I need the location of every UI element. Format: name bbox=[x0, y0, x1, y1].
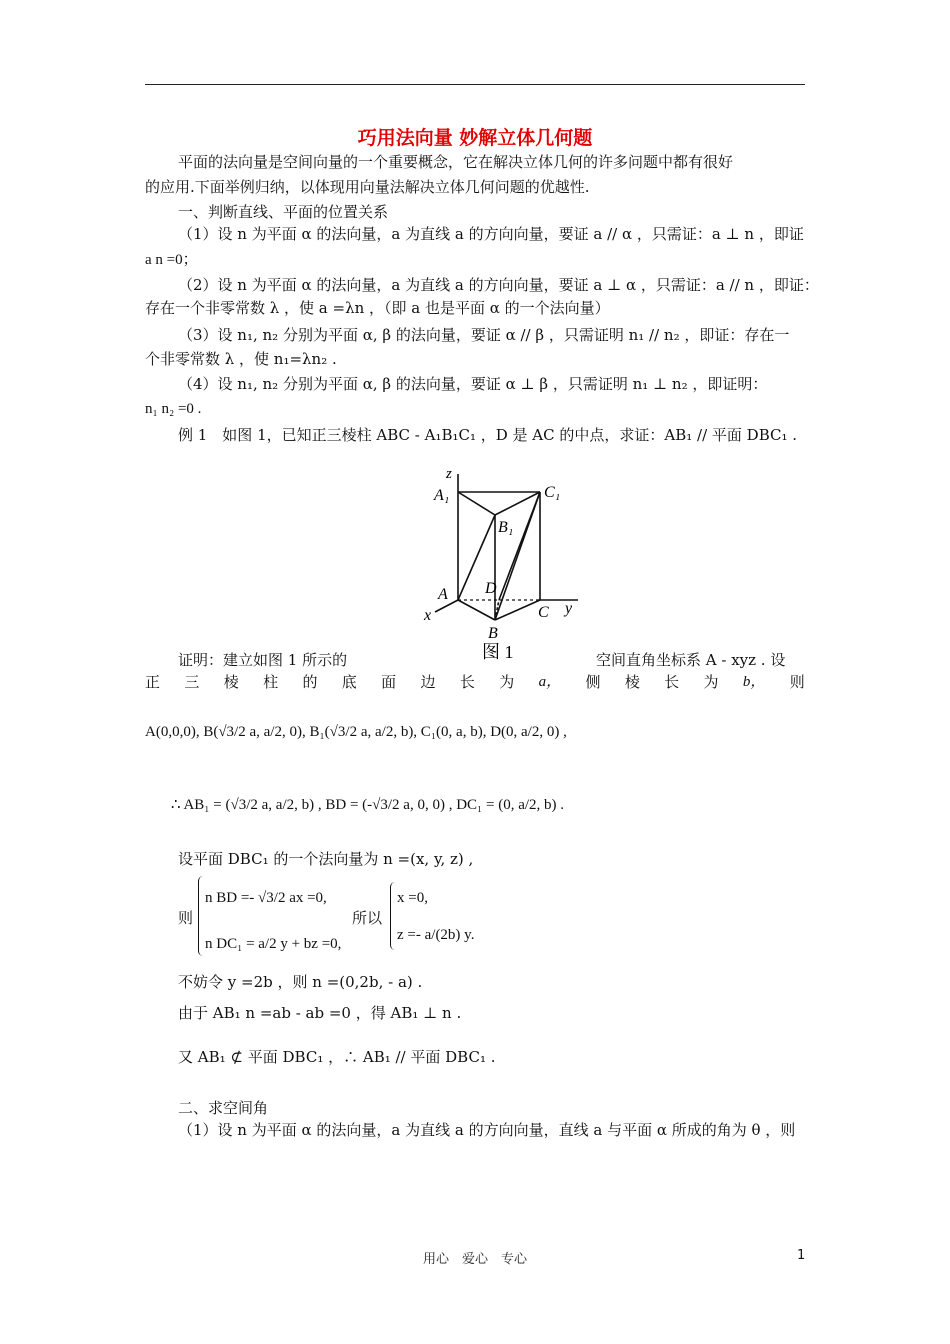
edge-d-c1 bbox=[499, 492, 540, 600]
para-3-line-2: 个非零常数 λ ，使 n₁=λn₂ . bbox=[145, 350, 337, 368]
normal-vector-line: 设平面 DBC₁ 的一个法向量为 n =(x, y, z) , bbox=[178, 850, 474, 868]
para-4-line-1: （4）设 n₁, n₂ 分别为平面 α, β 的法向量，要证 α ⊥ β ，只需证明 n₁ ⊥ n₂ ，即证明： bbox=[178, 375, 768, 393]
figure-caption: 图 1 bbox=[482, 642, 514, 662]
label-d: D bbox=[485, 580, 497, 597]
intro-line-1: 平面的法向量是空间向量的一个重要概念，它在解决立体几何的许多问题中都有很好 bbox=[178, 153, 734, 171]
label-x: x bbox=[424, 607, 432, 624]
system-eq-2: n DC₁ = a/2 y + bz =0, bbox=[205, 936, 342, 952]
header-rule bbox=[145, 84, 805, 85]
figure-prism bbox=[410, 462, 590, 667]
since-line: 由于 AB₁ n =ab - ab =0 ，得 AB₁ ⊥ n . bbox=[178, 1004, 462, 1022]
label-c1: C₁ bbox=[544, 484, 561, 501]
proof-intro-left: 证明：建立如图 1 所示的 bbox=[178, 651, 348, 669]
page-number: 1 bbox=[797, 1248, 806, 1263]
para-2-line-2: 存在一个非零常数 λ ，使 a =λn ，（即 a 也是平面 α 的一个法向量） bbox=[145, 299, 610, 317]
label-c: C bbox=[538, 604, 549, 621]
label-y: y bbox=[565, 600, 573, 617]
section-1-heading: 一、判断直线、平面的位置关系 bbox=[178, 203, 389, 221]
system-result-2: z =- a/(2b) y. bbox=[397, 927, 475, 943]
let-line: 不妨令 y =2b ，则 n =(0,2b, - a) . bbox=[178, 973, 423, 991]
system-eq-1: n BD =- √3/2 ax =0, bbox=[205, 890, 327, 906]
para-5-line-1: （1）设 n 为平面 α 的法向量，a 为直线 a 的方向向量，直线 a 与平面 α 所成的角为 θ ，则 bbox=[178, 1121, 796, 1139]
example-1: 例 1 如图 1，已知正三棱柱 ABC - A₁B₁C₁ ，D 是 AC 的中点，求证：AB₁ // 平面 DBC₁ . bbox=[178, 426, 798, 444]
label-a1: A₁ bbox=[434, 487, 450, 504]
system-brace-left bbox=[198, 876, 203, 956]
system-so: 所以 bbox=[352, 909, 383, 927]
para-1-line-1: （1）设 n 为平面 α 的法向量，a 为直线 a 的方向向量，要证 a // α ，只需证：a ⊥ n ，即证 bbox=[178, 225, 804, 243]
para-1-line-2: a n =0； bbox=[145, 252, 198, 268]
also-line: 又 AB₁ ⊄ 平面 DBC₁ ，∴ AB₁ // 平面 DBC₁ . bbox=[178, 1048, 496, 1066]
system-brace-right bbox=[390, 882, 395, 950]
edge-a-b bbox=[458, 600, 495, 620]
section-2-heading: 二、求空间角 bbox=[178, 1099, 269, 1117]
coords-line: A(0,0,0), B(√3/2 a, a/2, 0), B₁(√3/2 a, a/2, b), C₁(0, a, b), D(0, a/2, 0) , bbox=[145, 724, 567, 740]
intro-line-2: 的应用.下面举例归纳，以体现用向量法解决立体几何问题的优越性. bbox=[145, 178, 590, 196]
page-title: 巧用法向量 妙解立体几何题 bbox=[357, 127, 593, 149]
justified-line: 正 三 棱 柱 的 底 面 边 长 为 a， 侧 棱 长 为 b， 则 bbox=[145, 673, 805, 691]
vectors-line: ∴ AB₁ = (√3/2 a, a/2, b) , BD = (-√3/2 a, 0, 0) , DC₁ = (0, a/2, b) . bbox=[171, 797, 565, 813]
label-b1: B₁ bbox=[498, 519, 514, 536]
label-b: B bbox=[488, 625, 498, 642]
para-2-line-1: （2）设 n 为平面 α 的法向量，a 为直线 a 的方向向量，要证 a ⊥ α ，只需证：a // n ，即证： bbox=[178, 276, 819, 294]
system-then: 则 bbox=[178, 909, 194, 927]
para-4-line-2: n₁ n₂ =0 . bbox=[145, 401, 202, 417]
page-footer: 用心 爱心 专心 bbox=[422, 1252, 527, 1267]
label-a: A bbox=[438, 586, 448, 603]
system-result-1: x =0, bbox=[397, 890, 428, 906]
para-3-line-1: （3）设 n₁, n₂ 分别为平面 α, β 的法向量，要证 α // β ，只需证明 n₁ // n₂ ，即证：存在一 bbox=[178, 326, 790, 344]
edge-a1-b1 bbox=[458, 492, 495, 515]
label-z: z bbox=[446, 466, 452, 482]
proof-intro-right: 空间直角坐标系 A - xyz . 设 bbox=[596, 651, 786, 669]
